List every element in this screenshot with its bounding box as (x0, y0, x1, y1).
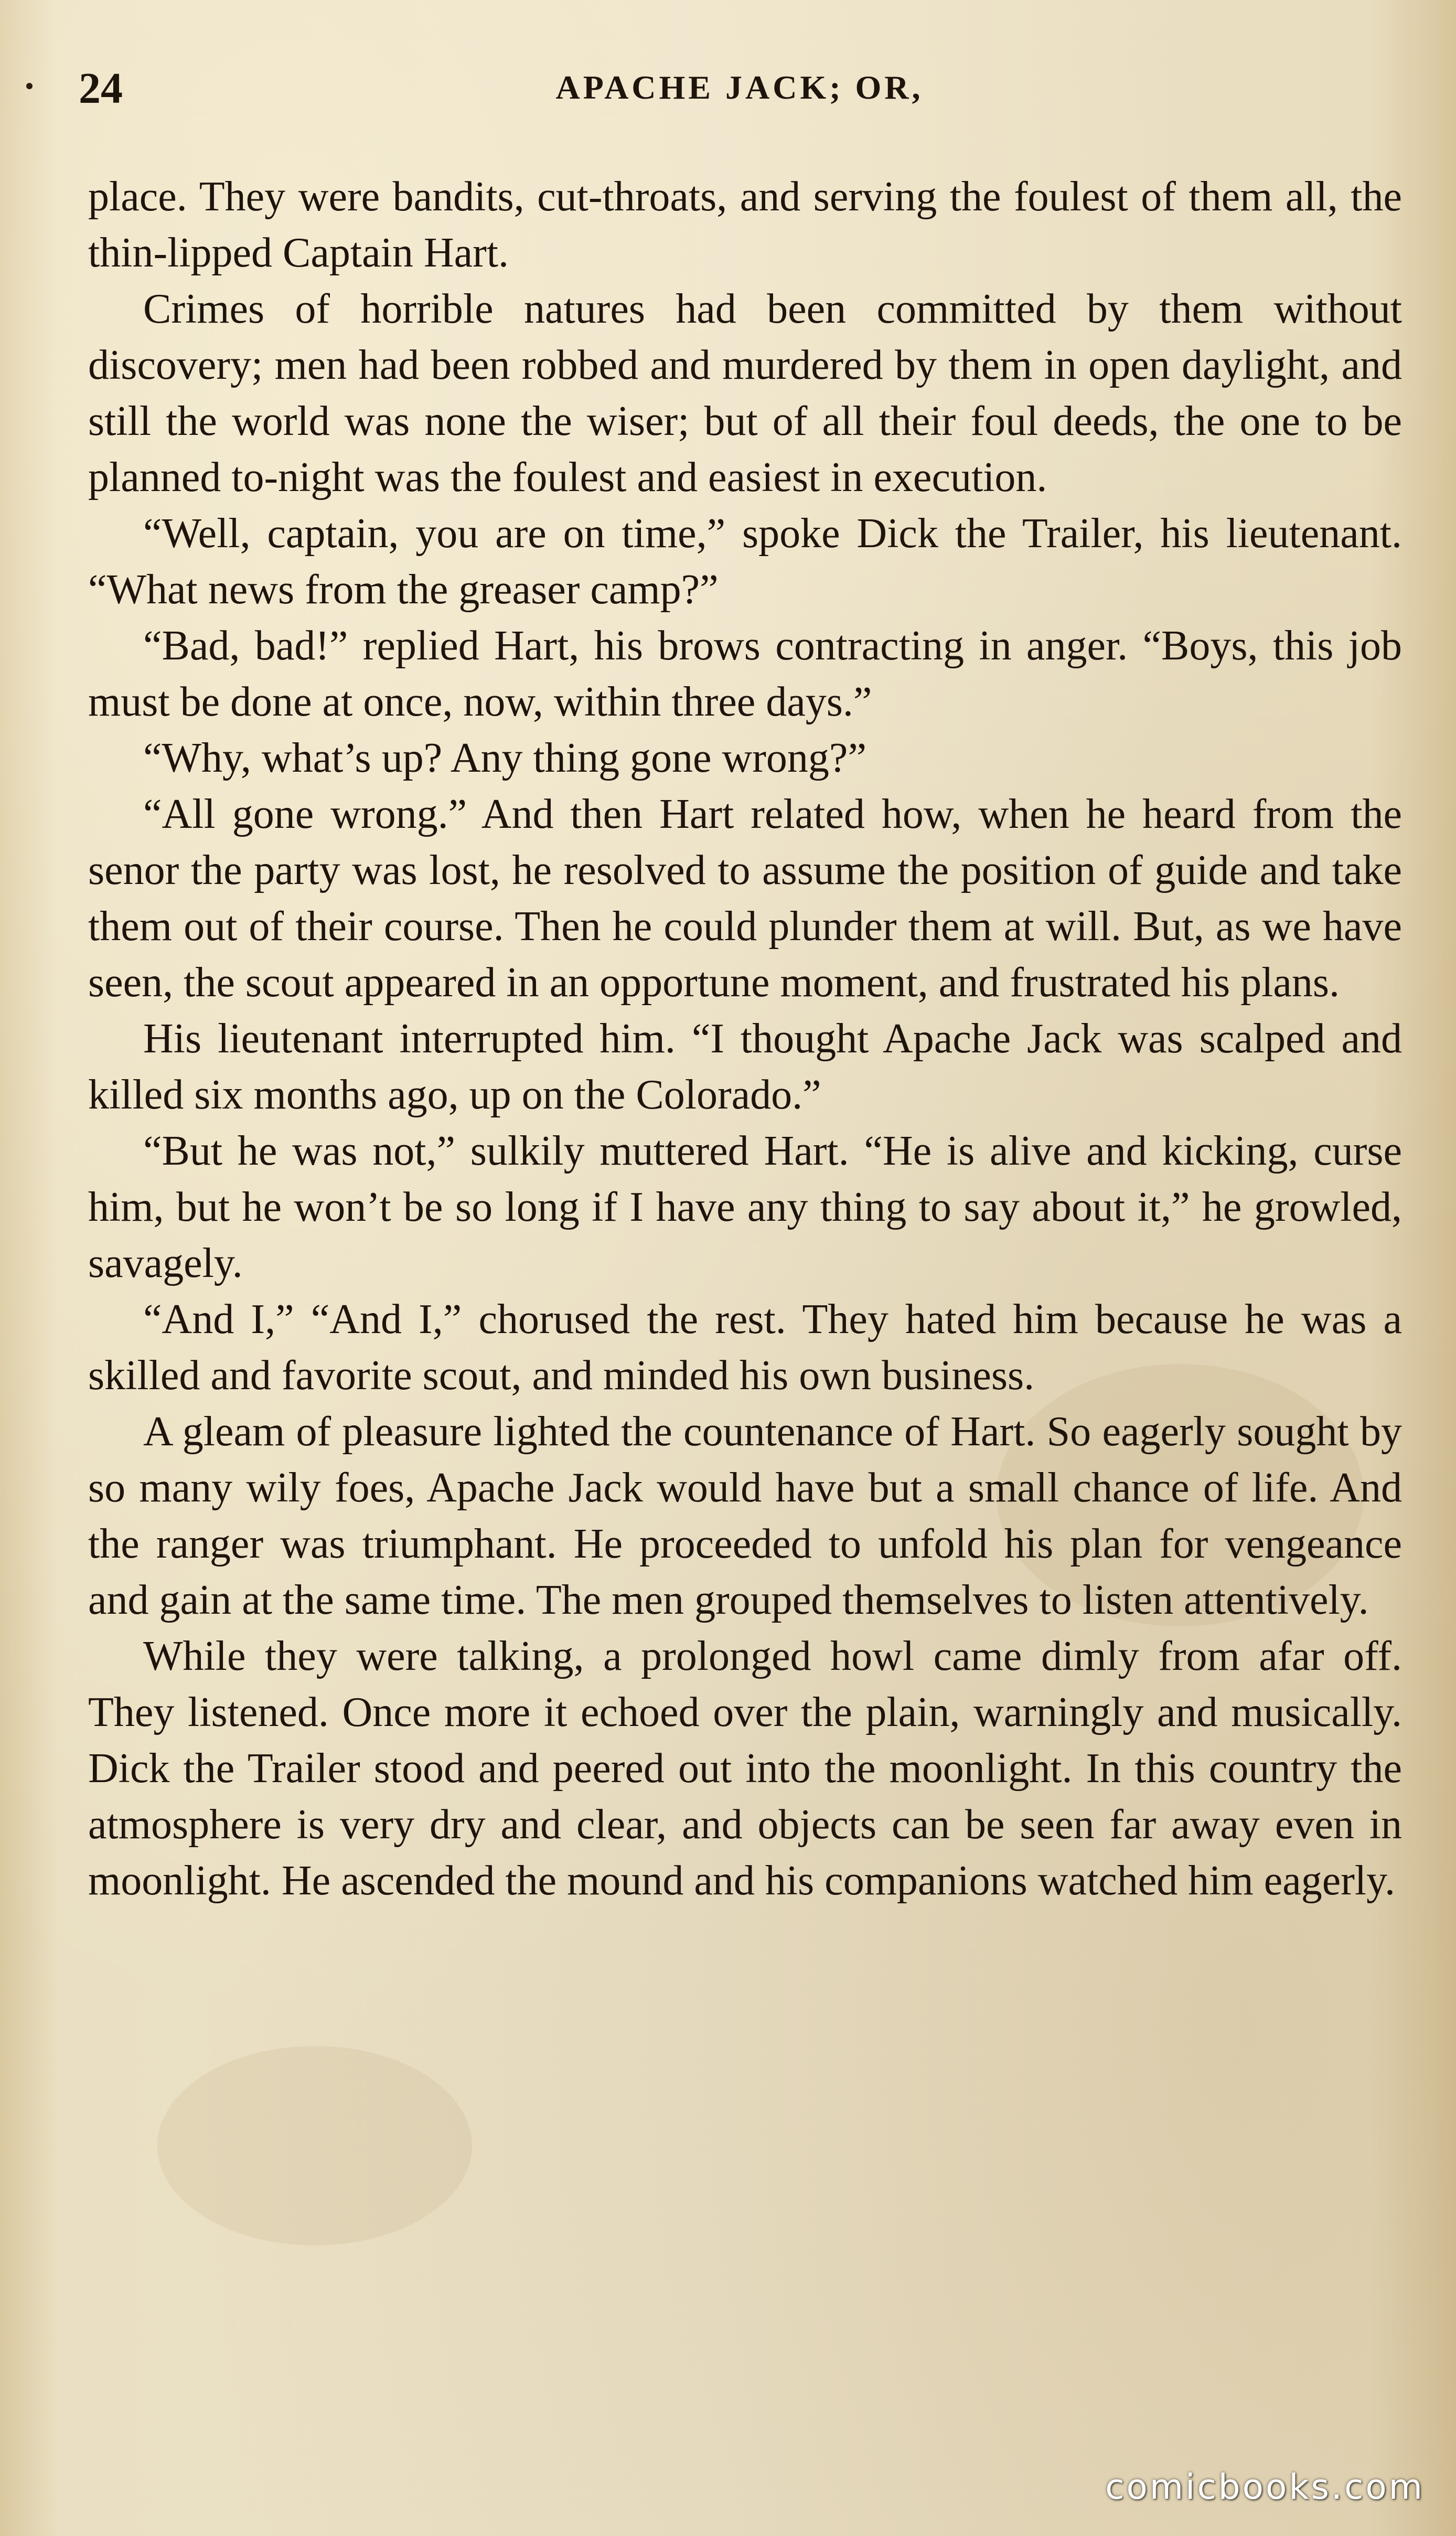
paragraph: A gleam of pleasure lighted the countenance of Hart. So eagerly sought by so many wily foes, Apache Jack would have but a small chance of life. And the ranger was triumphant. He proceeded to unfold his plan for vengeance and gain at the same time. The men grouped themselves to listen attentively. (88, 1409, 1402, 1623)
paragraph: “All gone wrong.” And then Hart related how, when he heard from the senor the party was lost, he resolved to assume the position of guide and take them out of their course. Then he could plunder them at will. But, as we have seen, the scout appeared in an opportune moment, and frustrated his plans. (88, 791, 1402, 1006)
paper-stain (157, 2046, 472, 2245)
paragraph: “Well, captain, you are on time,” spoke Dick the Trailer, his lieutenant. “What news from the greaser camp?” (88, 510, 1402, 613)
margin-dot (26, 83, 33, 89)
paragraph: His lieutenant interrupted him. “I thought Apache Jack was scalped and killed six months ago, up on the Colorado.” (88, 1016, 1402, 1118)
page-header (79, 63, 1400, 126)
paragraph: “Why, what’s up? Any thing gone wrong?” (143, 735, 866, 781)
paragraph: place. They were bandits, cut-throats, and serving the foulest of them all, the thin-lipped Captain Hart. (88, 174, 1402, 276)
paragraph: “Bad, bad!” replied Hart, his brows contracting in anger. “Boys, this job must be done at once, now, within three days.” (88, 623, 1402, 725)
running-title: APACHE JACK; OR, (555, 69, 924, 106)
page-number: 24 (79, 64, 123, 113)
paragraph: Crimes of horrible natures had been committed by them without discovery; men had been robbed and murdered by them in open daylight, and still the world was none the wiser; but of all their foul deeds, the one to be planned to-night was the foulest and easiest in execution. (88, 286, 1402, 500)
watermark: comicbooks.com (1105, 2467, 1425, 2507)
paragraph: “But he was not,” sulkily muttered Hart. “He is alive and kicking, curse him, but he won’t be so long if I have any thing to say about it,” he growled, savagely. (88, 1128, 1402, 1286)
body-text (88, 169, 1402, 1909)
paragraph: “And I,” “And I,” chorused the rest. They hated him because he was a skilled and favorite scout, and minded his own business. (88, 1296, 1402, 1399)
paragraph: While they were talking, a prolonged howl came dimly from afar off. They listened. Once more it echoed over the plain, warningly and musically. Dick the Trailer stood and peered out into the moonlight. In this country the atmosphere is very dry and clear, and objects can be seen far away even in moonlight. He ascended the mound and his companions watched him eagerly. (88, 1633, 1402, 1904)
